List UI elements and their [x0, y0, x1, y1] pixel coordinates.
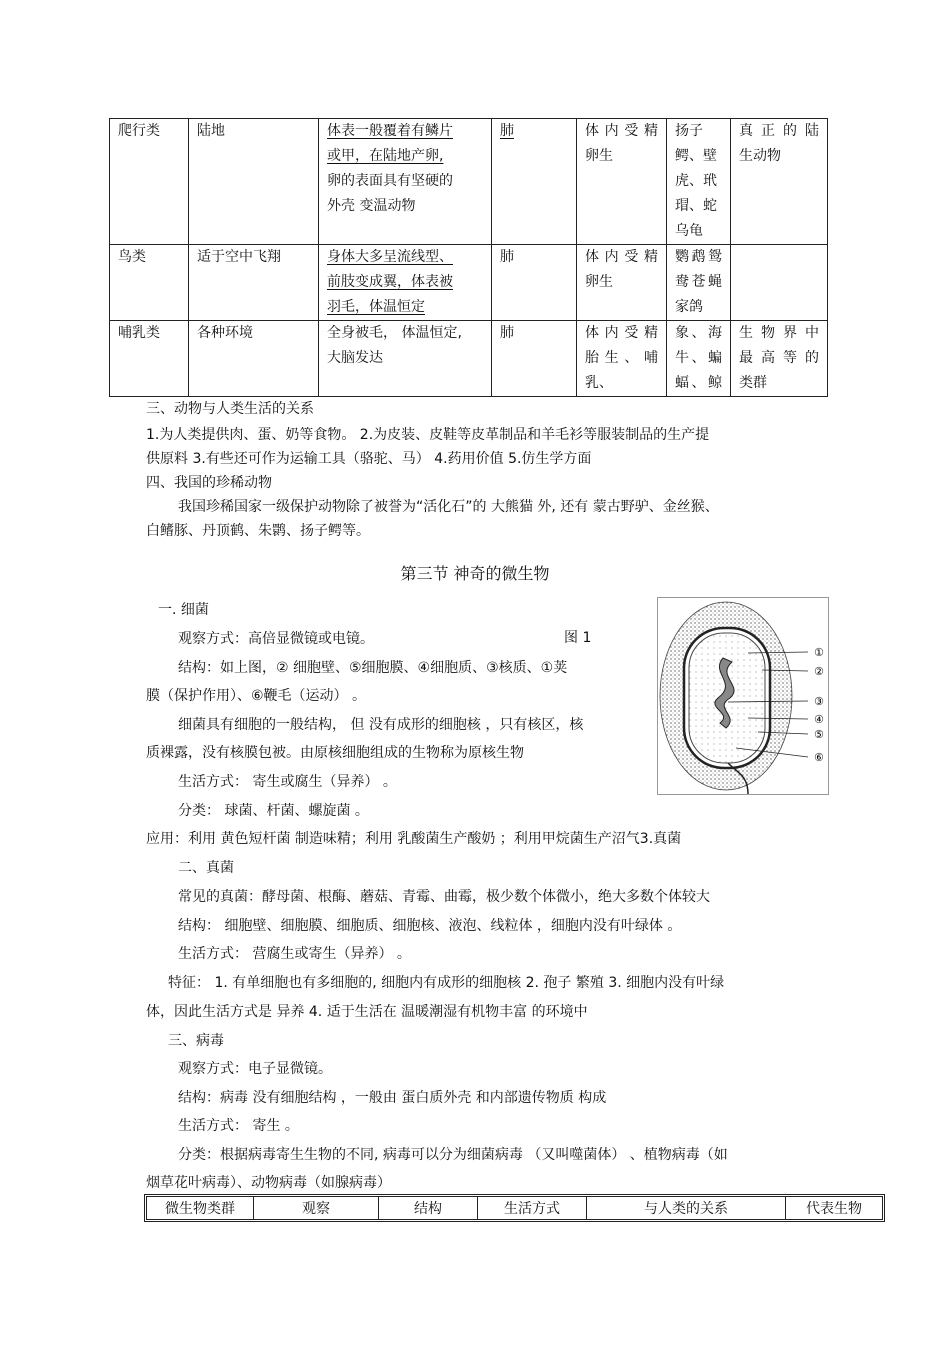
paragraph-line: 体，因此生活方式是 异养 4. 适于生活在 温暖潮湿有机物丰富 的环境中: [146, 1004, 588, 1020]
cell-line: 生物界中: [739, 325, 819, 341]
table-cell: [731, 245, 828, 321]
cell-line: 最高等的: [739, 350, 819, 366]
cell-line: 卵生: [585, 148, 613, 164]
figure-label: 图 1: [564, 630, 592, 646]
figure-number: ⑥: [814, 751, 824, 764]
cell-line: 虎、玳: [675, 173, 717, 189]
cell-line: 全身被毛， 体温恒定,: [327, 325, 462, 341]
table-cell: [731, 119, 828, 245]
paragraph-line: 白鳍豚、丹顶鹤、朱鹮、扬子鳄等。: [146, 523, 370, 539]
column-header: 代表生物: [786, 1197, 883, 1220]
cell-line: 前肢变成翼，体表被: [327, 274, 453, 290]
cell-line: 牛、蝙: [675, 350, 722, 366]
page-title: 第三节 神奇的微生物: [400, 564, 550, 583]
cell-line: 鹦鹉鸳: [675, 249, 722, 265]
cell-line: 家鸽: [675, 299, 703, 315]
column-header: 与人类的关系: [587, 1197, 786, 1220]
column-header: 结构: [379, 1197, 478, 1220]
cell-line: 乳、: [585, 375, 613, 391]
cell-line: 瑁、蛇: [675, 198, 717, 214]
paragraph-line: 供原料 3.有些还可作为运输工具（骆驼、马） 4.药用价值 5.仿生学方面: [146, 451, 592, 467]
table-cell: 适于空中飞翔: [189, 245, 319, 321]
column-header: 观察: [254, 1197, 379, 1220]
table-cell: [667, 245, 731, 321]
cell-line: 体内受精: [585, 249, 658, 265]
paragraph-line: 生活方式： 寄生或腐生（异养） 。: [178, 774, 397, 790]
paragraph-line: 常见的真菌：酵母菌、根酶、蘑菇、青霉、曲霉，极少数个体微小，绝大多数个体较大: [178, 889, 710, 905]
table-cell: [577, 245, 667, 321]
animal-table: [109, 118, 828, 397]
cell-line: 鳄、壁: [675, 148, 717, 164]
cell-line: 真正的陆: [739, 123, 819, 139]
table-cell: [731, 321, 828, 397]
paragraph-line: 膜（保护作用）、⑥鞭毛（运动） 。: [146, 688, 367, 704]
table-cell: 肺: [492, 245, 577, 321]
table-cell: [319, 119, 492, 245]
paragraph-line: 生活方式： 寄生 。: [178, 1118, 299, 1134]
table-cell: 肺: [492, 321, 577, 397]
paragraph-line: 分类： 球菌、杆菌、螺旋菌 。: [178, 803, 369, 819]
figure-number: ⑤: [814, 728, 824, 741]
table-cell: [492, 119, 577, 245]
cell-line: 体表一般覆着有鳞片: [327, 123, 453, 139]
cell-line: 乌龟: [675, 223, 703, 239]
paragraph-line: 细菌具有细胞的一般结构， 但 没有成形的细胞核 ，只有核区，核: [178, 717, 584, 733]
table-cell: [577, 321, 667, 397]
paragraph-line: 应用：利用 黄色短杆菌 制造味精；利用 乳酸菌生产酸奶 ；利用甲烷菌生产沼气3.真菌: [146, 831, 682, 847]
paragraph-line: 结构：如上图，② 细胞壁、⑤细胞膜、④细胞质、③核质、①荚: [178, 660, 568, 676]
paragraph-line: 分类：根据病毒寄生生物的不同, 病毒可以分为细菌病毒 （又叫噬菌体） 、植物病毒（如: [178, 1147, 728, 1163]
cell-line: 扬子: [675, 123, 703, 139]
cell-line: 体内受精: [585, 123, 658, 139]
table-row: [110, 321, 828, 397]
paragraph-line: 特征： 1. 有单细胞也有多细胞的, 细胞内有成形的细胞核 2. 孢子 繁殖 3. 细胞内没有叶绿: [168, 975, 725, 991]
cell-line: 生动物: [739, 148, 781, 164]
table-cell: [667, 321, 731, 397]
cell-line: 蝠、鲸: [675, 375, 722, 391]
figure-number: ②: [814, 665, 824, 678]
paragraph-line: 生活方式： 营腐生或寄生（异养） 。: [178, 946, 411, 962]
section-heading: 三、动物与人类生活的关系: [146, 401, 314, 417]
paragraph-line: 结构： 细胞壁、细胞膜、细胞质、细胞核、液泡、线粒体 ，细胞内没有叶绿体 。: [178, 918, 682, 934]
section-heading: 四、我国的珍稀动物: [146, 475, 272, 491]
paragraph-line: 1.为人类提供肉、蛋、奶等食物。 2.为皮装、皮鞋等皮革制品和羊毛衫等服装制品的生产提: [146, 427, 710, 443]
table-cell: [667, 119, 731, 245]
table-row: [110, 245, 828, 321]
microbe-table: [146, 1196, 883, 1220]
paragraph-line: 观察方式：高倍显微镜或电镜。: [178, 631, 374, 647]
cell-text: 肺: [500, 123, 514, 139]
paragraph-line: 烟草花叶病毒）、动物病毒（如腺病毒）: [146, 1175, 391, 1191]
figure-number: ③: [814, 695, 824, 708]
section-heading: 三、病毒: [168, 1033, 224, 1049]
paragraph-line: 观察方式：电子显微镜。: [178, 1061, 332, 1077]
cell-line: 身体大多呈流线型、: [327, 249, 453, 265]
cell-line: 卵生: [585, 274, 613, 290]
table-cell: [319, 245, 492, 321]
paragraph-line: 质裸露，没有核膜包被。由原核细胞组成的生物称为原核生物: [146, 745, 524, 761]
bacteria-illustration: [658, 598, 828, 794]
cell-line: 类群: [739, 375, 767, 391]
table-cell: [577, 119, 667, 245]
cell-line: 象、海: [675, 325, 722, 341]
figure-number: ①: [814, 646, 824, 659]
section-heading: 一. 细菌: [158, 602, 209, 618]
bacteria-diagram: [657, 597, 829, 795]
cell-line: 鸯苍蝇: [675, 274, 722, 290]
cell-line: 或甲，在陆地产卵,: [327, 148, 444, 164]
cell-line: 胎生、哺: [585, 350, 658, 366]
column-header: 生活方式: [478, 1197, 587, 1220]
section-heading: 二、真菌: [178, 860, 234, 876]
paragraph-line: 我国珍稀国家一级保护动物除了被誉为“活化石”的 大熊猫 外, 还有 蒙古野驴、金丝猴、: [178, 499, 719, 515]
cell-line: 大脑发达: [327, 350, 383, 366]
figure-number: ④: [814, 713, 824, 726]
table-cell: 哺乳类: [110, 321, 189, 397]
cell-line: 羽毛，体温恒定: [327, 299, 425, 315]
table-cell: 爬行类: [110, 119, 189, 245]
cell-line: 外壳 变温动物: [327, 198, 416, 214]
table-cell: 陆地: [189, 119, 319, 245]
cell-line: 卵的表面具有坚硬的: [327, 173, 453, 189]
table-cell: [319, 321, 492, 397]
table-cell: 鸟类: [110, 245, 189, 321]
table-cell: 各种环境: [189, 321, 319, 397]
table-row: [110, 119, 828, 245]
cell-line: 体内受精: [585, 325, 658, 341]
paragraph-line: 结构：病毒 没有细胞结构 ，一般由 蛋白质外壳 和内部遗传物质 构成: [178, 1090, 607, 1106]
table-header-row: [147, 1197, 883, 1220]
column-header: 微生物类群: [147, 1197, 254, 1220]
